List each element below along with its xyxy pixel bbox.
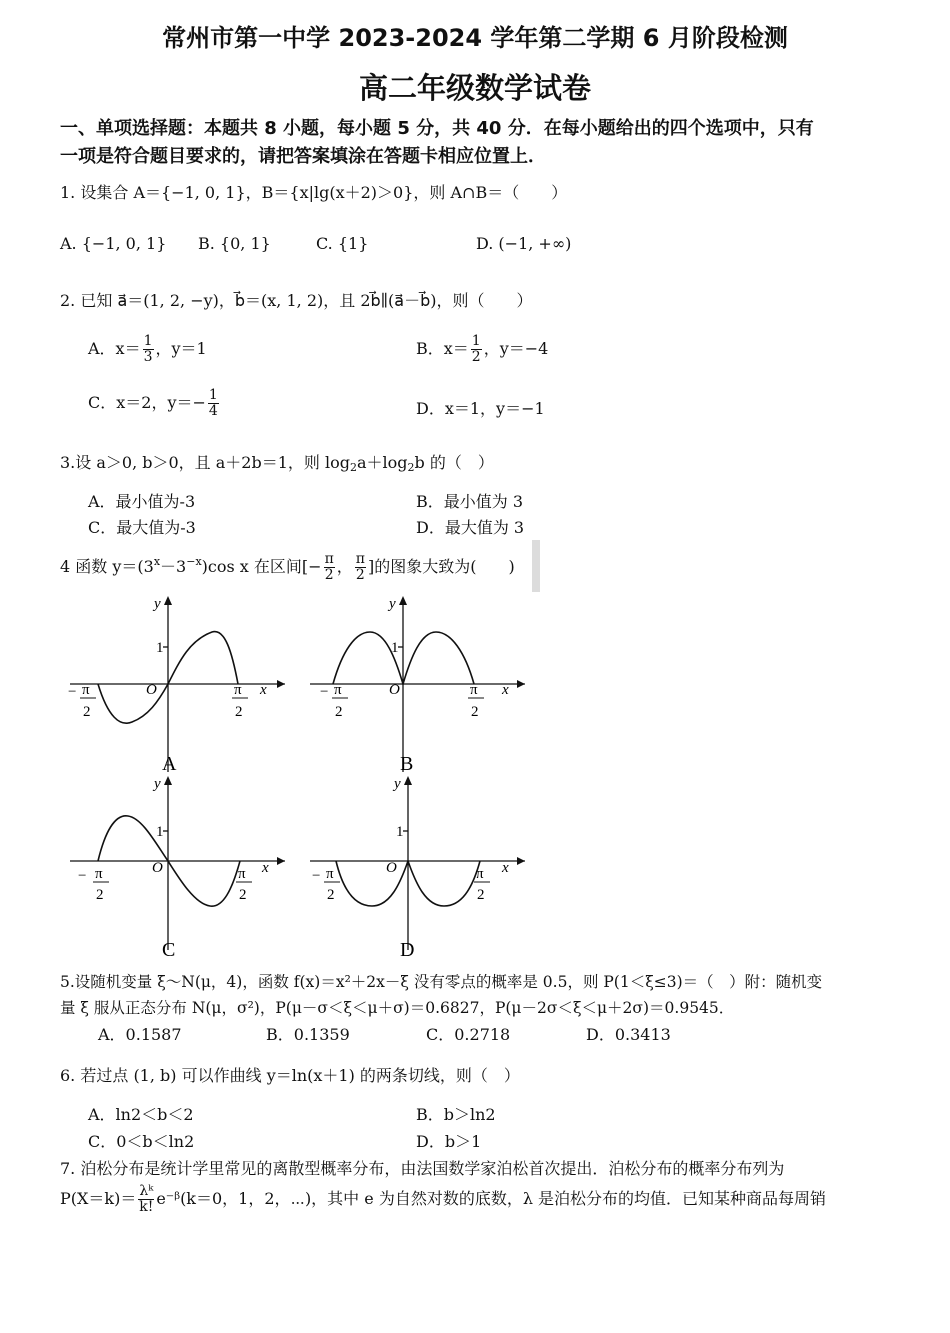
svg-text:2: 2 [327, 887, 335, 903]
q4-graph-d [300, 772, 530, 962]
q4-graph-a [60, 592, 290, 777]
svg-text:π: π [476, 866, 484, 882]
q4-frac-pi: π [355, 551, 365, 567]
q1-stem: 1. 设集合 A＝{−1, 0, 1}，B＝{x|lg(x＋2)＞0}，则 A∩B＝（ ） [60, 183, 568, 202]
svg-text:−: − [68, 684, 77, 700]
section-heading-line2: 一项是符合题目要求的，请把答案填涂在答题卡相应位置上． [60, 146, 546, 167]
q3-option-a: A．最小值为-3 [88, 492, 196, 511]
exam-title: 常州市第一中学 2023-2024 学年第二学期 6 月阶段检测 [162, 24, 788, 52]
q6-stem: 6. 若过点 (1, b) 可以作曲线 y＝ln(x＋1) 的两条切线，则（ ） [60, 1066, 520, 1085]
q2-option-a: A．x＝ $\frac{1}{3}$ ，y＝1 [88, 333, 207, 365]
svg-text:C: C [162, 939, 176, 961]
svg-text:π: π [82, 682, 90, 698]
q5-option-b: B．0.1359 [266, 1025, 350, 1044]
svg-text:O: O [389, 682, 400, 698]
q2-option-b: B．x＝ $\frac{1}{2}$ ，y＝−4 [416, 333, 549, 365]
svg-text:π: π [334, 682, 342, 698]
q5-option-c: C．0.2718 [426, 1025, 511, 1044]
svg-text:2: 2 [239, 887, 247, 903]
q4-frac-two: 2 [355, 567, 365, 583]
svg-text:x: x [260, 682, 267, 698]
q5-stem-line1: 5.设随机变量 ξ～N(μ，4)，函数 f(x)＝x²＋2x－ξ 没有零点的概率是 0.5，则 P(1＜ξ≤3)＝（ ）附：随机变 [60, 973, 823, 991]
svg-text:1: 1 [391, 640, 399, 656]
q4-graph-c [60, 772, 290, 962]
q6-option-a: A．ln2＜b＜2 [88, 1105, 194, 1124]
q2-option-c: C．x＝2，y＝− $\frac{1}{4}$ [88, 387, 218, 419]
svg-text:2: 2 [83, 704, 91, 720]
svg-text:x: x [502, 682, 509, 698]
svg-text:x: x [502, 860, 509, 876]
q2-stem: 2. 已知 a⃗＝(1, 2, −y)，b⃗＝(x, 1, 2)，且 2b⃗∥(a⃗－b⃗)，则（ ） [60, 291, 533, 310]
q6-option-c: C．0＜b＜ln2 [88, 1132, 195, 1151]
exam-subtitle: 高二年级数学试卷 [358, 71, 591, 105]
q3-stem: 3.设 a＞0, b＞0，且 a＋2b＝1，则 $\log_2a+\log_2b$ 的（ ） [60, 453, 494, 474]
svg-text:1: 1 [396, 824, 404, 840]
q1-option-c: C. {1} [316, 234, 369, 253]
svg-text:O: O [386, 860, 397, 876]
svg-text:y: y [389, 596, 396, 612]
q3-option-d: D．最大值为 3 [416, 518, 525, 537]
svg-text:1: 1 [156, 824, 164, 840]
q4-graph-b [300, 592, 530, 777]
svg-text:π: π [326, 866, 334, 882]
svg-text:O: O [152, 860, 163, 876]
q7-stem-line2: P(X＝k)＝ $\frac{\text{λᵏ}}{k!}$ e⁻ᵝ(k＝0，1，2，⋯)，其中 e 为自然对数的底数，λ 是泊松分布的均值．已知某种商品每周销 [60, 1183, 827, 1215]
q6-option-d: D．b＞1 [416, 1132, 482, 1151]
q7-stem-line1: 7. 泊松分布是统计学里常见的离散型概率分布，由法国数学家泊松首次提出．泊松分布的概率分布列为 [60, 1159, 785, 1178]
svg-text:π: π [470, 682, 478, 698]
svg-text:B: B [400, 753, 414, 775]
q4-stem: 4 函数 $y=(3^x-3^{-x})\cos$ x 在区间[− $\frac{\pi}{2}$ ， $\frac{\pi}{2}$ ]的图象大致为( ) [60, 551, 515, 583]
svg-text:y: y [154, 596, 161, 612]
section-heading-line1: 一、单项选择题：本题共 8 小题，每小题 5 分，共 40 分．在每小题给出的四个选项中，只有 [60, 118, 814, 139]
svg-text:2: 2 [477, 887, 485, 903]
q5-option-d: D．0.3413 [586, 1025, 671, 1044]
svg-text:−: − [312, 868, 321, 884]
q1-option-d: D. (−1, +∞) [476, 234, 572, 253]
svg-text:2: 2 [235, 704, 243, 720]
q2-option-d: D．x＝1，y＝−1 [416, 399, 545, 418]
svg-text:y: y [154, 776, 161, 792]
svg-text:2: 2 [335, 704, 343, 720]
svg-text:−: − [320, 684, 329, 700]
svg-text:O: O [146, 682, 157, 698]
q3-option-c: C．最大值为-3 [88, 518, 196, 537]
svg-text:2: 2 [471, 704, 479, 720]
svg-text:x: x [262, 860, 269, 876]
svg-text:π: π [95, 866, 103, 882]
svg-text:π: π [238, 866, 246, 882]
svg-text:A: A [162, 753, 177, 775]
svg-text:2: 2 [96, 887, 104, 903]
q1-option-a: A. {−1, 0, 1} [60, 234, 167, 253]
svg-text:−: − [78, 868, 87, 884]
svg-text:D: D [400, 939, 415, 961]
svg-text:π: π [234, 682, 242, 698]
svg-text:1: 1 [156, 640, 164, 656]
q5-stem-line2: 量 ξ 服从正态分布 N(μ，σ²)，P(μ－σ＜ξ＜μ＋σ)＝0.6827，P(μ－2σ＜ξ＜μ＋2σ)＝0.9545． [60, 999, 735, 1017]
q1-option-b: B. {0, 1} [198, 234, 271, 253]
q6-option-b: B．b＞ln2 [416, 1105, 496, 1124]
svg-text:y: y [394, 776, 401, 792]
q3-base-2: 2 [407, 461, 415, 474]
text-cursor [532, 540, 540, 592]
q3-option-b: B．最小值为 3 [416, 492, 524, 511]
q5-option-a: A．0.1587 [98, 1025, 182, 1044]
